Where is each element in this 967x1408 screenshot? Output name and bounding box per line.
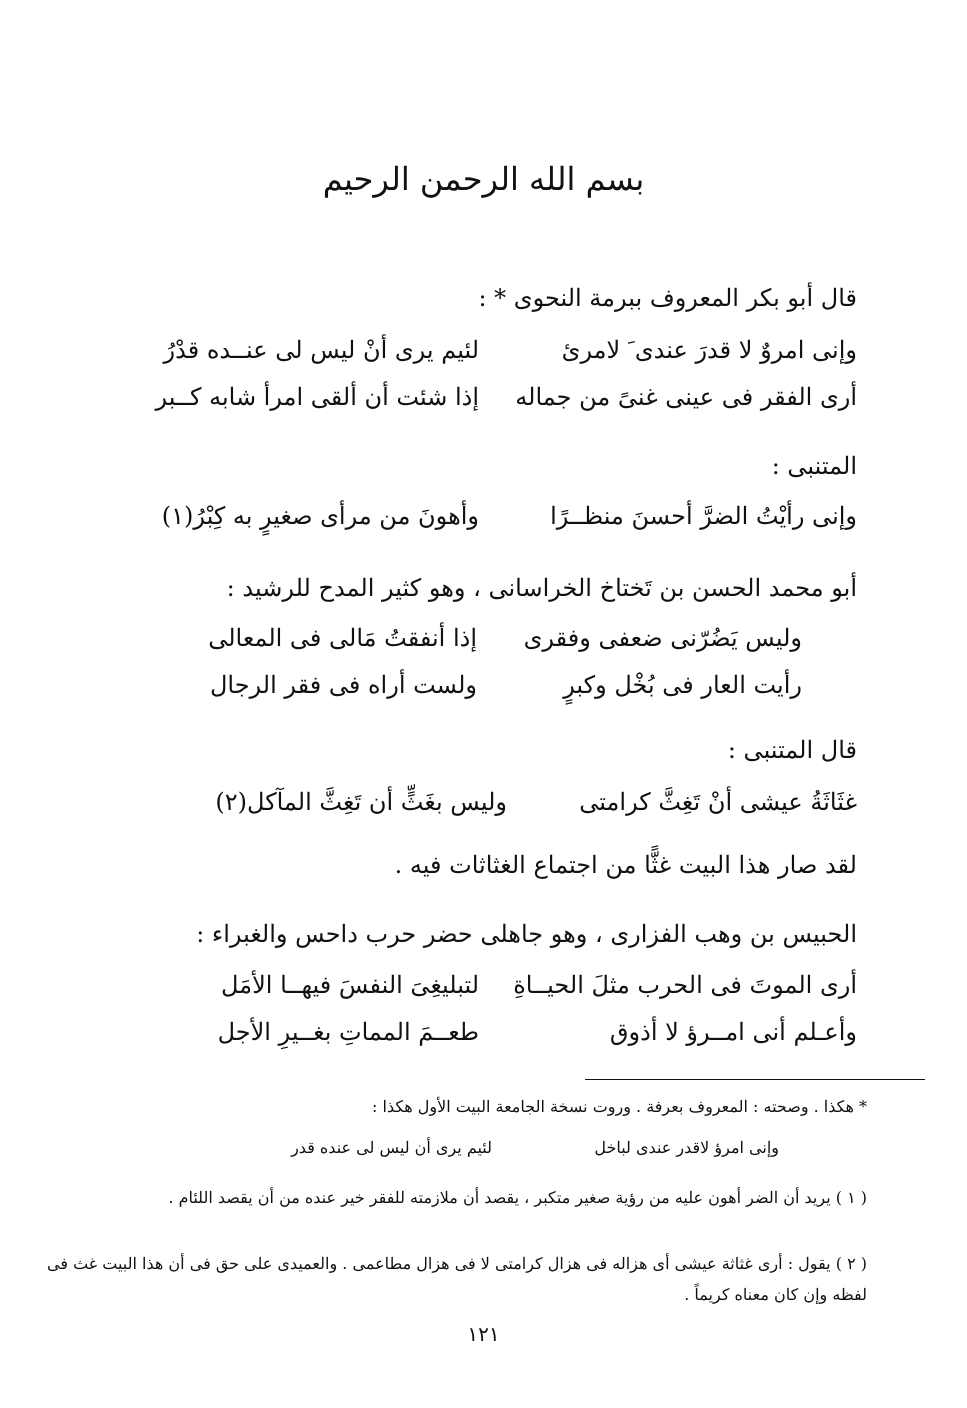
verse-3-first-hemistich: وإنى رأيْتُ الضرَّ أحسنَ منظــرًا <box>550 502 857 530</box>
intro-mutanabbi-2: قال المتنبى : <box>727 736 857 764</box>
basmala-heading: بسم الله الرحمن الرحيم <box>322 160 645 198</box>
footnote-divider <box>585 1079 925 1080</box>
footnote-two: ( ٢ ) يقول : أرى غثاثة عيشى أى هزاله فى هزال كرامتى لا فى هزال مطاعمى . والعميدى على حق فى أن هذا البيت غث فى لفظه وإن كان معناه كريماً . <box>47 1254 868 1304</box>
verse-6-first-hemistich: غثَاثَةُ عيشى أنْ تَغِثَّ كرامتى <box>579 788 857 816</box>
verse-3-second-hemistich: وأهونَ من مرأى صغيرٍ به كِبْرُ(١) <box>161 502 479 530</box>
verse-7-first-hemistich: أرى الموتَ فى الحرب مثلَ الحيــاةِ <box>513 971 857 999</box>
footnote-star-verse-second: لئيم يرى أن ليس لى عنده قدر <box>291 1138 492 1157</box>
commentary-ghathatha: لقد صار هذا البيت غثًّا من اجتماع الغثاثات فيه . <box>394 851 857 879</box>
intro-hubais: الحبيس بن وهب الفزارى ، وهو جاهلى حضر حرب داحس والغبراء : <box>196 920 857 948</box>
verse-1-first-hemistich: وإنى امروٌ لا قدرَ عندى َ لامرئ <box>561 336 857 364</box>
verse-6-second-hemistich: وليس بغَثٍّ أن تَغِثَّ المآكل(٢) <box>215 788 507 816</box>
verse-8-first-hemistich: وأعـلم أنى امــرؤ لا أذوق <box>609 1018 857 1046</box>
verse-8-second-hemistich: طعــمَ المماتِ بغــيرِ الأجل <box>217 1018 479 1046</box>
intro-abu-bakr: قال أبو بكر المعروف ببرمة النحوى * : <box>478 284 857 312</box>
intro-khorasani: أبو محمد الحسن بن تَختاخ الخراسانى ، وهو كثير المدح للرشيد : <box>226 574 857 602</box>
verse-5-second-hemistich: ولست أراه فى فقر الرجال <box>209 671 477 699</box>
verse-4-first-hemistich: وليس يَضُرّنى ضعفى وفقرى <box>523 624 802 652</box>
intro-mutanabbi-1: المتنبى : <box>771 452 857 480</box>
verse-2-first-hemistich: أرى الفقر فى عينى غنىً من جماله <box>515 383 857 411</box>
verse-5-first-hemistich: رأيت العار فى بُخْل وكبرٍ <box>563 671 802 699</box>
verse-1-second-hemistich: لئيم يرى أنْ ليس لى عنــده قدْرُ <box>163 336 479 364</box>
verse-7-second-hemistich: لتبليغِىَ النفسَ فيهــا الأمَل <box>221 971 479 999</box>
footnote-star-verse-first: وإنى امرؤ لاقدر عندى لباخل <box>594 1138 779 1157</box>
page-number: ١٢١ <box>467 1322 500 1346</box>
verse-2-second-hemistich: إذا شئت أن ألقى امرأ شابه كــبر <box>155 383 479 411</box>
footnote-star: * هكذا . وصحته : المعروف بعرفة . وروت نسخة الجامعة البيت الأول هكذا : <box>372 1097 867 1116</box>
verse-4-second-hemistich: إذا أنفقتُ مَالى فى المعالى <box>208 624 477 652</box>
footnote-one: ( ١ ) يريد أن الضر أهون عليه من رؤية صغير متكبر ، يقصد أن ملازمته للفقر خير عنده من أن يقصد اللئام . <box>168 1188 867 1207</box>
